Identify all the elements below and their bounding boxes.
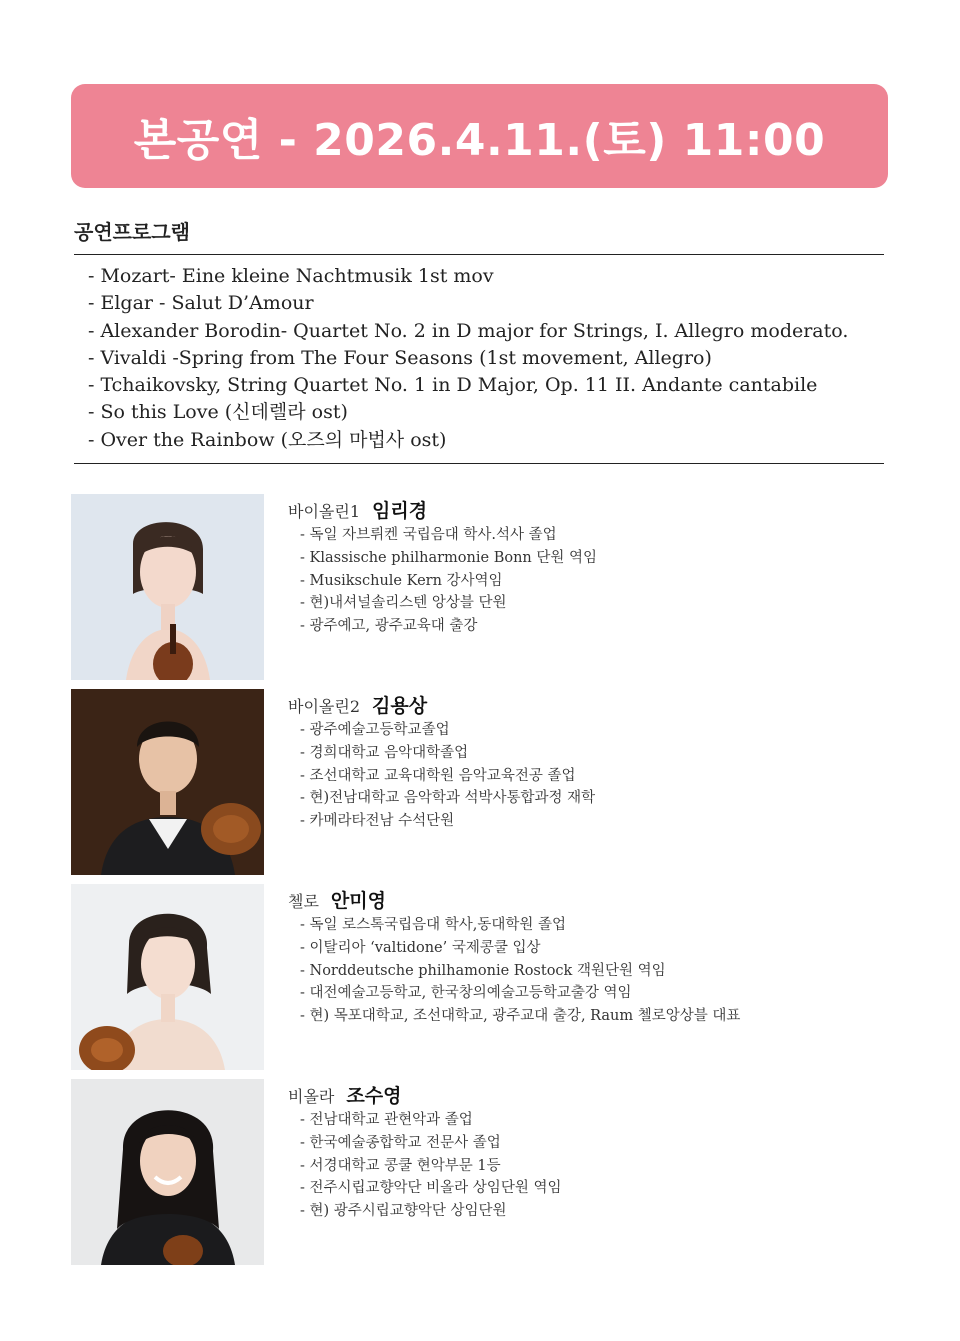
career-item: - 서경대학교 콩쿨 현악부문 1등 — [300, 1157, 501, 1174]
career-item: - 광주예술고등학교졸업 — [300, 722, 450, 738]
career-item: - 전남대학교 관현악과 졸업 — [300, 1112, 473, 1128]
career-item: - 현) 광주시립교향악단 상임단원 — [300, 1203, 507, 1220]
program-bottom-divider — [74, 463, 884, 464]
portrait-photo-icon — [71, 884, 264, 1070]
member-card-violin2 — [71, 689, 901, 875]
career-list — [300, 719, 595, 833]
member-role: 비올라 — [288, 1087, 335, 1106]
member-role: 바이올린1 — [288, 502, 361, 521]
career-list — [300, 914, 740, 1028]
career-item: - 전주시립교향악단 비올라 상임단원 역임 — [300, 1180, 562, 1197]
career-item: - 이탈리아 ‘valtidone’ 국제콩쿨 입상 — [300, 939, 541, 956]
program-item: - Elgar - Salut D’Amour — [88, 292, 314, 315]
program-top-divider — [74, 254, 884, 255]
program-item: - Mozart- Eine kleine Nachtmusik 1st mov — [88, 265, 494, 287]
career-item: - 조선대학교 교육대학원 음악교육전공 졸업 — [300, 767, 576, 784]
member-header — [288, 691, 427, 718]
career-item: - 경희대학교 음악대학졸업 — [300, 744, 469, 761]
career-item: - 독일 로스톡국립음대 학사,동대학원 졸업 — [300, 917, 567, 933]
member-card-cello — [71, 884, 901, 1070]
member-role: 바이올린2 — [288, 697, 361, 716]
program-item: - Alexander Borodin- Quartet No. 2 in D major for Strings, I. Allegro moderato. — [88, 319, 849, 342]
member-photo — [71, 884, 264, 1070]
member-photo — [71, 494, 264, 680]
program-item: - Tchaikovsky, String Quartet No. 1 in D Major, Op. 11 II. Andante cantabile — [88, 374, 818, 397]
program-list — [88, 263, 848, 454]
member-name: 조수영 — [346, 1085, 402, 1107]
member-role: 첼로 — [288, 892, 319, 911]
career-item: - 대전예술고등학교, 한국창의예술고등학교출강 역임 — [300, 985, 632, 1002]
member-header — [288, 1081, 401, 1108]
career-list — [300, 524, 597, 638]
member-card-violin1 — [71, 494, 901, 680]
member-photo — [71, 689, 264, 875]
career-item: - 독일 자브뤼켄 국립음대 학사.석사 졸업 — [300, 527, 557, 543]
member-card-viola — [71, 1079, 901, 1265]
member-header — [288, 886, 386, 913]
career-item: - 광주예고, 광주교육대 출강 — [300, 618, 478, 635]
program-item: - So this Love (신데렐라 ost) — [88, 401, 348, 424]
portrait-photo-icon — [71, 1079, 264, 1265]
portrait-photo-icon — [71, 494, 264, 680]
career-item: - Norddeutsche philhamonie Rostock 객원단원 역임 — [300, 962, 666, 979]
program-heading: 공연프로그램 — [74, 220, 190, 244]
career-item: - 카메라타전남 수석단원 — [300, 813, 455, 830]
career-item: - 현)전남대학교 음악학과 석박사통합과정 재학 — [300, 790, 596, 807]
program-item: - Over the Rainbow (오즈의 마법사 ost) — [88, 428, 447, 451]
member-name: 안미영 — [330, 890, 386, 912]
member-name: 임리경 — [372, 500, 428, 522]
career-item: - 한국예술종합학교 전문사 졸업 — [300, 1134, 501, 1151]
banner-title: 본공연 - 2026.4.11.(토) 11:00 — [133, 115, 826, 166]
member-photo — [71, 1079, 264, 1265]
career-item: - Klassische philharmonie Bonn 단원 역임 — [300, 549, 597, 566]
portrait-photo-icon — [71, 689, 264, 875]
date-banner — [71, 84, 888, 188]
career-item: - Musikschule Kern 강사역임 — [300, 572, 503, 589]
member-name: 김용상 — [372, 695, 428, 717]
career-list — [300, 1109, 561, 1223]
program-item: - Vivaldi -Spring from The Four Seasons (1st movement, Allegro) — [88, 346, 712, 369]
career-item: - 현)내셔널솔리스텐 앙상블 단원 — [300, 595, 507, 612]
member-header — [288, 496, 427, 523]
career-item: - 현) 목포대학교, 조선대학교, 광주교대 출강, Raum 첼로앙상블 대표 — [300, 1008, 741, 1025]
